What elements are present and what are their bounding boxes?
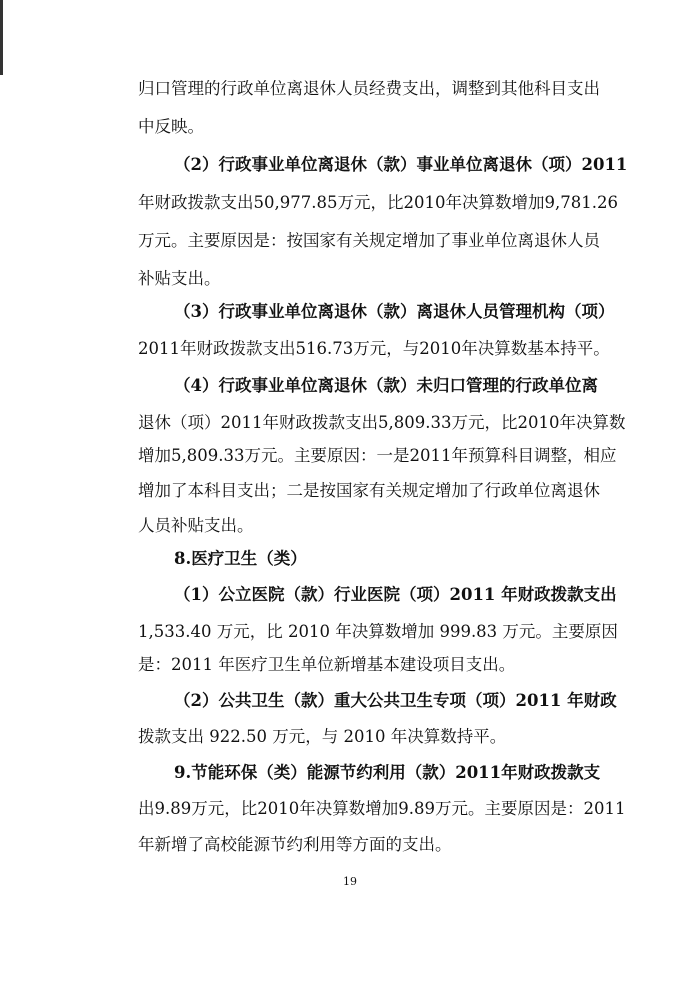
text-line-10: 退休（项）2011年财政拨款支出5,809.33万元，比2010年决算数 [138, 413, 626, 432]
text-line-12: 增加了本科目支出；二是按国家有关规定增加了行政单位离退休 [138, 481, 600, 500]
text-line-6: 补贴支出。 [138, 269, 221, 288]
text-line-1: 归口管理的行政单位离退休人员经费支出，调整到其他科目支出 [138, 79, 600, 98]
text-line-3: （2）行政事业单位离退休（款）事业单位离退休（项）2011 [174, 155, 628, 174]
text-line-9: （4）行政事业单位离退休（款）未归口管理的行政单位离 [174, 376, 598, 395]
text-line-18: （2）公共卫生（款）重大公共卫生专项（项）2011 年财政 [174, 691, 617, 710]
text-line-21: 出9.89万元，比2010年决算数增加9.89万元。主要原因是：2011 [138, 799, 626, 818]
text-line-16: 1,533.40 万元，比 2010 年决算数增加 999.83 万元。主要原因 [138, 622, 618, 641]
text-line-19: 拨款支出 922.50 万元，与 2010 年决算数持平。 [138, 727, 507, 746]
text-line-13: 人员补贴支出。 [138, 516, 254, 535]
page-number: 19 [343, 875, 357, 888]
text-line-17: 是：2011 年医疗卫生单位新增基本建设项目支出。 [138, 655, 516, 674]
text-line-20: 9.节能环保（类）能源节约利用（款）2011年财政拨款支 [174, 763, 601, 782]
text-line-7: （3）行政事业单位离退休（款）离退休人员管理机构（项） [174, 302, 615, 321]
text-line-22: 年新增了高校能源节约利用等方面的支出。 [138, 835, 452, 854]
text-line-15: （1）公立医院（款）行业医院（项）2011 年财政拨款支出 [174, 585, 617, 604]
document-page [138, 0, 628, 1005]
scan-edge-mark [0, 0, 3, 75]
section-heading-medical: 8.医疗卫生（类） [174, 549, 307, 568]
text-line-8: 2011年财政拨款支出516.73万元，与2010年决算数基本持平。 [138, 339, 610, 358]
text-line-2: 中反映。 [138, 117, 204, 136]
text-line-11: 增加5,809.33万元。主要原因：一是2011年预算科目调整，相应 [138, 446, 617, 465]
text-line-5: 万元。主要原因是：按国家有关规定增加了事业单位离退休人员 [138, 231, 600, 250]
text-line-4: 年财政拨款支出50,977.85万元，比2010年决算数增加9,781.26 [138, 193, 618, 212]
